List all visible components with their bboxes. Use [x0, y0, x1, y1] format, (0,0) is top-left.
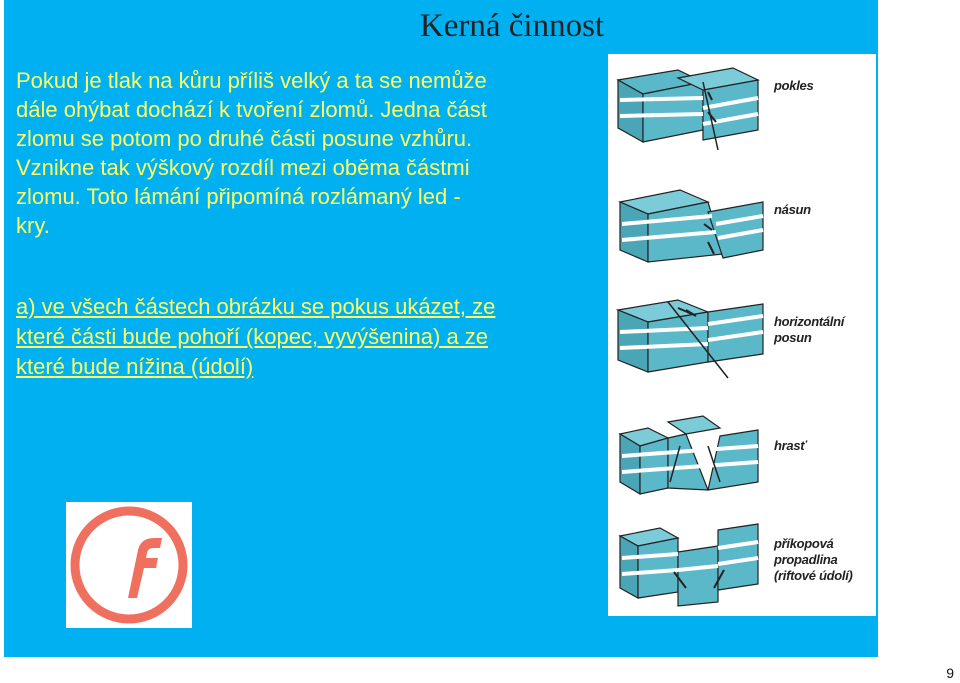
slide — [4, 0, 878, 657]
fault-label-text: násun — [774, 202, 811, 217]
logo-svg — [66, 502, 192, 628]
fault-label — [774, 202, 811, 218]
task-link[interactable] — [16, 292, 606, 382]
fault-nasun-drawing — [608, 172, 768, 280]
body-line: kry. — [16, 213, 50, 238]
slide-title — [4, 8, 820, 45]
fault-hrast-drawing — [608, 402, 768, 510]
fault-label-text: hrasť — [774, 438, 807, 453]
fault-horizontal-drawing — [608, 288, 768, 396]
body-line: Vznikne tak výškový rozdíl mezi oběma částmi — [16, 155, 470, 180]
fault-label-text: pokles — [774, 78, 814, 93]
fault-label-text: horizontální — [774, 314, 845, 329]
fault-label-text: příkopová — [774, 536, 834, 551]
fault-label-text: propadlina — [774, 552, 838, 567]
fault-types-figure — [608, 54, 876, 616]
fault-hrast — [608, 402, 876, 514]
fault-label — [774, 536, 853, 584]
fault-rift-drawing — [608, 512, 768, 620]
task-line[interactable]: které bude nížina (údolí) — [16, 354, 254, 379]
fault-label — [774, 314, 844, 346]
letter-f-circle-logo-icon — [66, 502, 192, 628]
fault-pokles — [608, 60, 876, 172]
fault-rift — [608, 512, 876, 624]
fault-horizontal — [608, 288, 876, 400]
fault-label — [774, 438, 806, 454]
fault-nasun — [608, 172, 876, 284]
fault-label-text: posun — [774, 330, 812, 345]
page-number: 9 — [946, 665, 954, 681]
fault-label — [774, 78, 813, 94]
body-line: zlomu se potom po druhé části posune vzhůru. — [16, 126, 473, 151]
body-paragraph — [16, 66, 606, 240]
body-line: Pokud je tlak na kůru příliš velký a ta se nemůže — [16, 68, 487, 93]
fault-pokles-drawing — [608, 60, 768, 168]
body-line: zlomu. Toto lámání připomíná rozlámaný led - — [16, 184, 461, 209]
task-line[interactable]: a) ve všech částech obrázku se pokus ukázet, ze — [16, 294, 496, 319]
task-line[interactable]: které části bude pohoří (kopec, vyvýšenina) a ze — [16, 324, 489, 349]
body-line: dále ohýbat dochází k tvoření zlomů. Jedna část — [16, 97, 487, 122]
fault-label-text: (riftové údolí) — [774, 568, 853, 583]
slide-title-text: Kerná činnost — [419, 8, 605, 44]
